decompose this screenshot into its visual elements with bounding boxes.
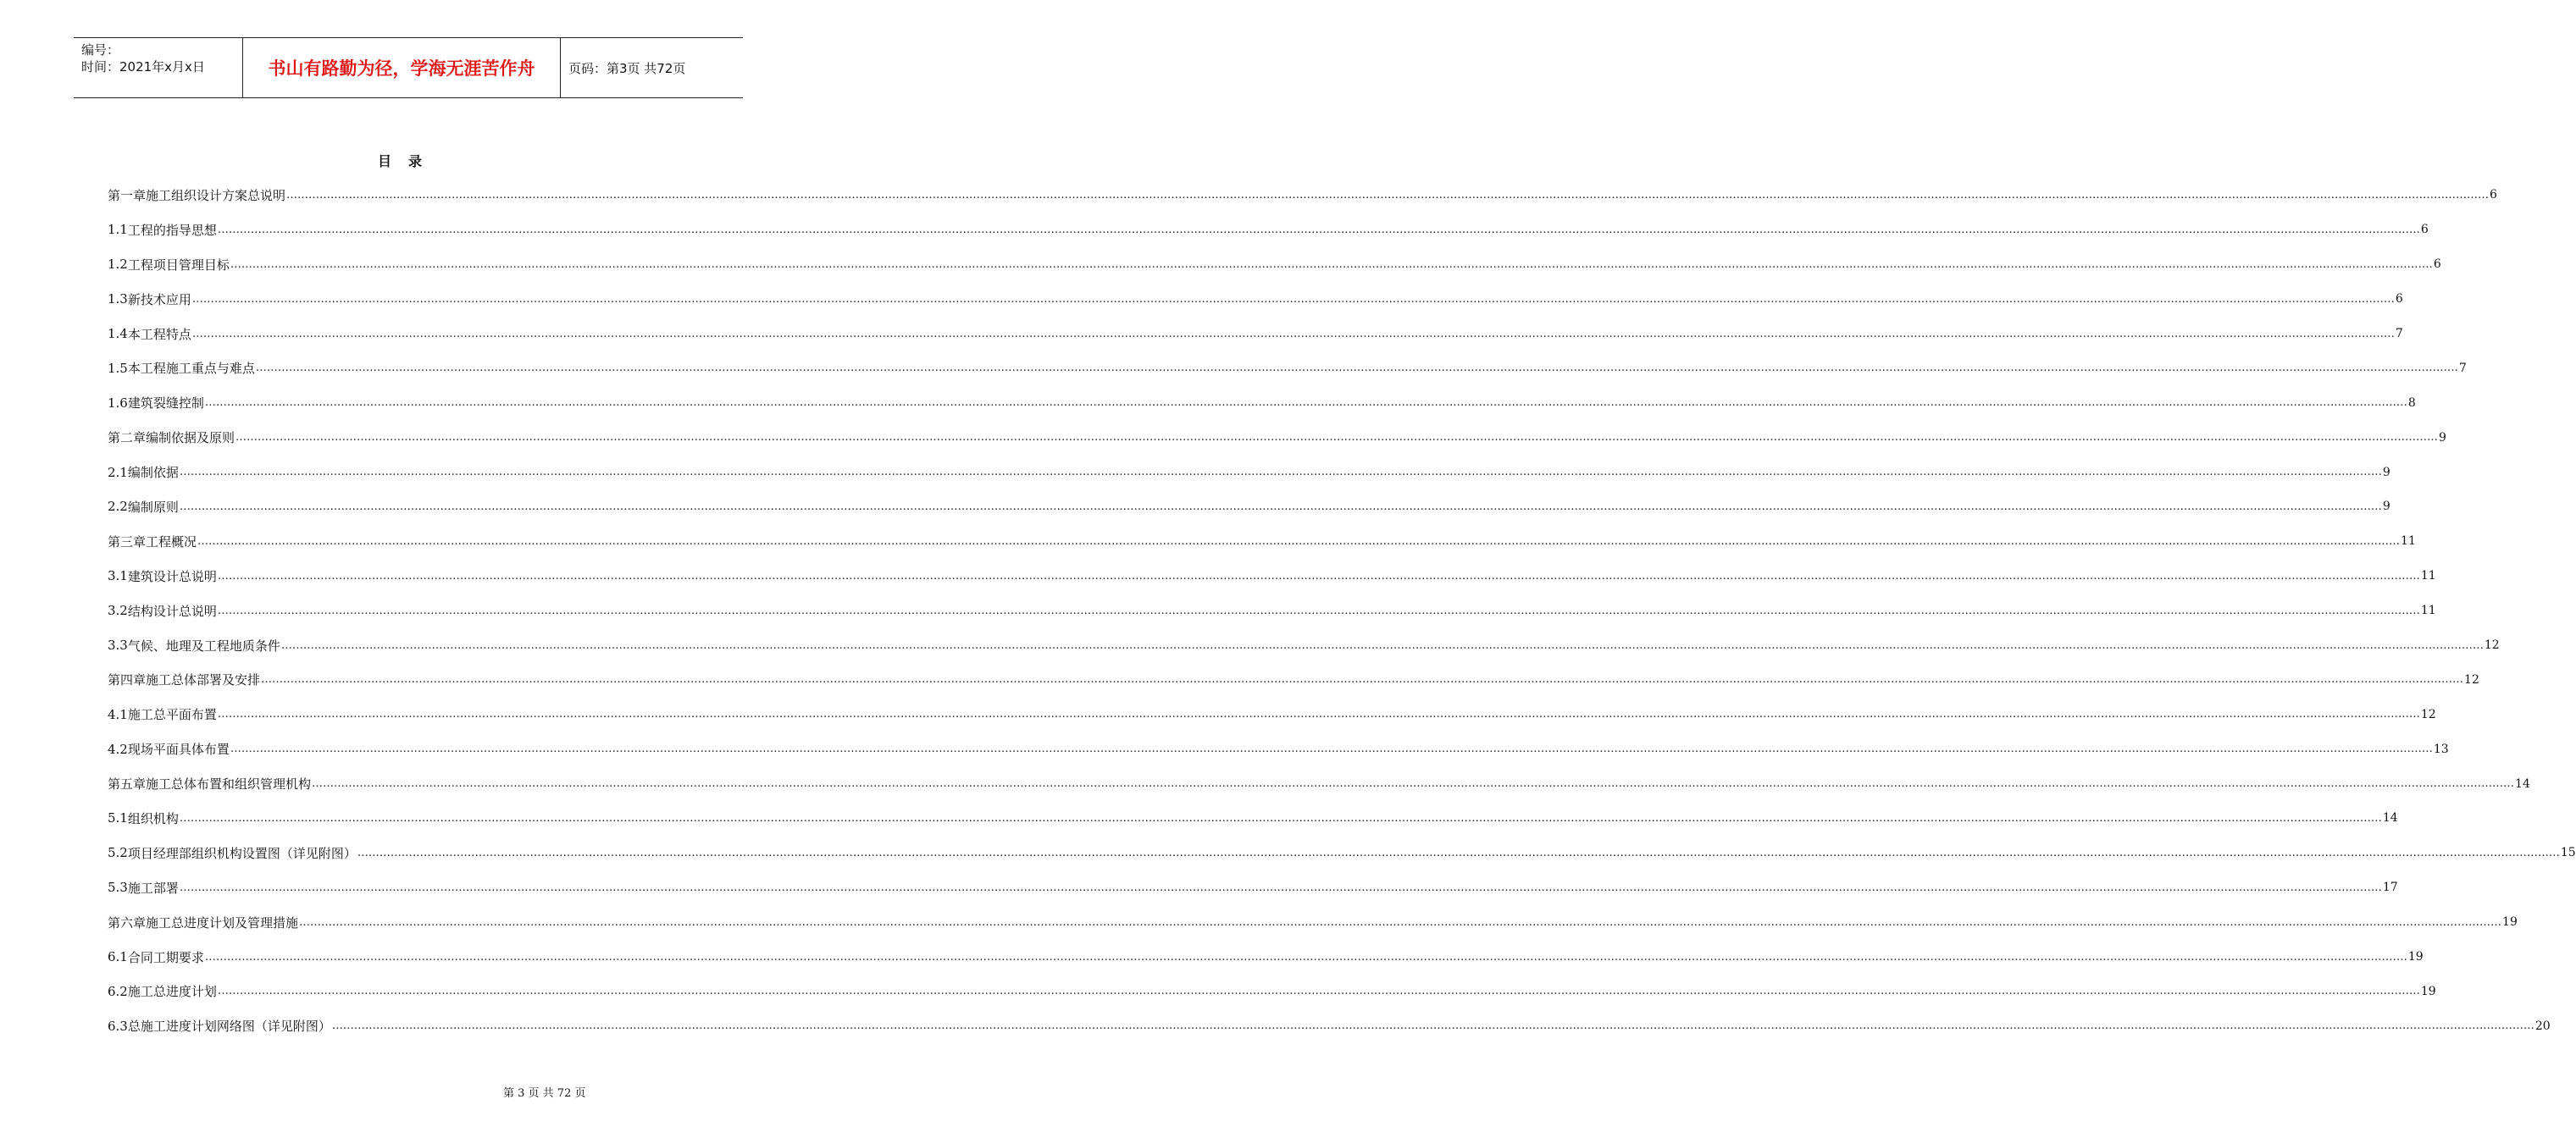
toc-entry[interactable] bbox=[108, 489, 2390, 524]
toc-entry-page: 19 bbox=[2407, 950, 2424, 964]
toc-leader-dots: …………………………………………………………………………………………………………………………………………………………………………………………………………………………………………………………………………………………………………………………………………………………………………………………………………………………………………………………………………………………………………………………………………………… bbox=[217, 223, 2420, 236]
toc-leader-dots: …………………………………………………………………………………………………………………………………………………………………………………………………………………………………………………………………………………………………………………………………………………………………………………………………………………………………………………………………………………………………………………………………………………… bbox=[179, 500, 2382, 513]
toc-entry-page: 20 bbox=[2534, 1019, 2551, 1033]
toc-entry[interactable] bbox=[108, 317, 2403, 351]
toc-entry-page: 14 bbox=[2515, 776, 2530, 791]
toc-entry-number: 第五章 bbox=[108, 776, 147, 793]
toc-entry-page: 15 bbox=[2560, 846, 2576, 860]
toc-leader-dots: …………………………………………………………………………………………………………………………………………………………………………………………………………………………………………………………………………………………………………………………………………………………………………………………………………………………………………………………………………………………………………………………………………………… bbox=[217, 569, 2420, 583]
toc-entry-number: 1.5 bbox=[108, 360, 128, 376]
toc-leader-dots: …………………………………………………………………………………………………………………………………………………………………………………………………………………………………………………………………………………………………………………………………………………………………………………………………………………………………………………………………………………………………………………………………………………… bbox=[299, 915, 2502, 929]
toc-entry-label: 施工总进度计划 bbox=[127, 984, 217, 1000]
toc-entry-label: 编制原则 bbox=[127, 499, 179, 515]
toc-entry-label: 本工程特点 bbox=[127, 326, 191, 342]
toc-entry-label: 组织机构 bbox=[127, 810, 179, 826]
toc-entry-number: 1.3 bbox=[108, 291, 128, 307]
toc-entry-number: 4.2 bbox=[108, 741, 128, 757]
toc-entry-number: 2.1 bbox=[108, 464, 128, 480]
toc-entry-number: 5.2 bbox=[108, 845, 128, 861]
toc-entry[interactable] bbox=[108, 628, 2500, 663]
toc-entry-label: 施工总平面布置 bbox=[127, 707, 217, 723]
table-of-contents bbox=[108, 178, 2576, 1043]
toc-entry[interactable] bbox=[108, 282, 2403, 317]
toc-leader-dots: …………………………………………………………………………………………………………………………………………………………………………………………………………………………………………………………………………………………………………………………………………………………………………………………………………………………………………………………………………………………………………………………………………………… bbox=[255, 362, 2458, 375]
toc-entry[interactable] bbox=[108, 836, 2576, 870]
toc-leader-dots: …………………………………………………………………………………………………………………………………………………………………………………………………………………………………………………………………………………………………………………………………………………………………………………………………………………………………………………………………………………………………………………………………………………… bbox=[179, 466, 2382, 479]
toc-entry-number: 6.2 bbox=[108, 983, 128, 999]
toc-entry-label: 编制依据 bbox=[127, 465, 179, 481]
toc-entry-page: 8 bbox=[2407, 395, 2416, 410]
toc-entry-label: 编制依据及原则 bbox=[146, 430, 235, 446]
toc-entry[interactable] bbox=[108, 559, 2436, 594]
toc-entry-number: 1.4 bbox=[108, 326, 128, 341]
toc-entry-page: 9 bbox=[2382, 465, 2390, 479]
toc-leader-dots: …………………………………………………………………………………………………………………………………………………………………………………………………………………………………………………………………………………………………………………………………………………………………………………………………………………………………………………………………………………………………………………………………………………… bbox=[331, 1019, 2534, 1033]
toc-entry-number: 第三章 bbox=[108, 533, 147, 550]
toc-entry[interactable] bbox=[108, 213, 2429, 247]
toc-leader-dots: …………………………………………………………………………………………………………………………………………………………………………………………………………………………………………………………………………………………………………………………………………………………………………………………………………………………………………………………………………………………………………………………………………………… bbox=[261, 673, 2464, 687]
header-meta bbox=[74, 38, 243, 97]
toc-leader-dots: …………………………………………………………………………………………………………………………………………………………………………………………………………………………………………………………………………………………………………………………………………………………………………………………………………………………………………………………………………………………………………………………………………………… bbox=[217, 985, 2420, 998]
toc-leader-dots: …………………………………………………………………………………………………………………………………………………………………………………………………………………………………………………………………………………………………………………………………………………………………………………………………………………………………………………………………………………………………………………………………………………… bbox=[179, 811, 2382, 825]
toc-entry-page: 14 bbox=[2382, 811, 2398, 826]
toc-entry-page: 19 bbox=[2420, 984, 2436, 998]
toc-entry-label: 建筑裂缝控制 bbox=[127, 395, 204, 412]
toc-entry[interactable] bbox=[108, 420, 2446, 455]
time-label: 时间：2021年x月x日 bbox=[81, 59, 205, 75]
header-page-info: 页码：第3页 共72页 bbox=[568, 60, 686, 76]
toc-entry-label: 项目经理部组织机构设置图（详见附图） bbox=[127, 845, 357, 861]
toc-entry[interactable] bbox=[108, 905, 2518, 940]
toc-entry-label: 本工程施工重点与难点 bbox=[127, 361, 255, 377]
toc-entry[interactable] bbox=[108, 351, 2467, 385]
toc-entry-page: 6 bbox=[2395, 292, 2403, 307]
toc-entry-page: 9 bbox=[2382, 500, 2390, 514]
toc-title: 目录 bbox=[377, 153, 439, 169]
toc-leader-dots: …………………………………………………………………………………………………………………………………………………………………………………………………………………………………………………………………………………………………………………………………………………………………………………………………………………………………………………………………………………………………………………………………………………… bbox=[217, 604, 2420, 617]
toc-entry-page: 6 bbox=[2420, 223, 2429, 237]
toc-entry[interactable] bbox=[108, 870, 2398, 905]
toc-leader-dots: …………………………………………………………………………………………………………………………………………………………………………………………………………………………………………………………………………………………………………………………………………………………………………………………………………………………………………………………………………………………………………………………………………………… bbox=[235, 431, 2439, 445]
toc-entry[interactable] bbox=[108, 594, 2436, 628]
toc-entry[interactable] bbox=[108, 247, 2441, 282]
toc-entry-number: 3.3 bbox=[108, 638, 128, 654]
toc-entry[interactable] bbox=[108, 766, 2530, 801]
toc-entry-page: 19 bbox=[2502, 915, 2518, 930]
code-label: 编号： bbox=[81, 42, 120, 58]
toc-entry-number: 1.6 bbox=[108, 395, 128, 411]
toc-entry-page: 12 bbox=[2420, 707, 2436, 721]
toc-leader-dots: …………………………………………………………………………………………………………………………………………………………………………………………………………………………………………………………………………………………………………………………………………………………………………………………………………………………………………………………………………………………………………………………………………………… bbox=[191, 292, 2395, 306]
toc-entry-number: 5.1 bbox=[108, 810, 128, 826]
header-slogan: 书山有路勤为径，学海无涯苦作舟 bbox=[243, 38, 561, 97]
toc-leader-dots: …………………………………………………………………………………………………………………………………………………………………………………………………………………………………………………………………………………………………………………………………………………………………………………………………………………………………………………………………………………………………………………………………………………… bbox=[230, 257, 2433, 271]
toc-entry-page: 17 bbox=[2382, 881, 2398, 895]
toc-leader-dots: …………………………………………………………………………………………………………………………………………………………………………………………………………………………………………………………………………………………………………………………………………………………………………………………………………………………………………………………………………………………………………………………………………………… bbox=[280, 638, 2484, 652]
toc-entry-number: 第六章 bbox=[108, 914, 147, 931]
toc-entry-label: 总施工进度计划网络图（详见附图） bbox=[127, 1019, 331, 1035]
toc-leader-dots: …………………………………………………………………………………………………………………………………………………………………………………………………………………………………………………………………………………………………………………………………………………………………………………………………………………………………………………………………………………………………………………………………………………… bbox=[197, 534, 2401, 548]
toc-entry-label: 施工总进度计划及管理措施 bbox=[146, 914, 299, 931]
toc-entry[interactable] bbox=[108, 697, 2436, 732]
toc-entry-page: 11 bbox=[2401, 534, 2416, 549]
toc-entry-number: 3.2 bbox=[108, 603, 128, 619]
toc-leader-dots: …………………………………………………………………………………………………………………………………………………………………………………………………………………………………………………………………………………………………………………………………………………………………………………………………………………………………………………………………………………………………………………………………………………… bbox=[191, 327, 2395, 340]
toc-leader-dots: …………………………………………………………………………………………………………………………………………………………………………………………………………………………………………………………………………………………………………………………………………………………………………………………………………………………………………………………………………………………………………………………………………………… bbox=[312, 777, 2515, 791]
toc-entry[interactable] bbox=[108, 385, 2416, 420]
toc-entry-number: 5.3 bbox=[108, 880, 128, 896]
toc-entry[interactable] bbox=[108, 524, 2416, 559]
toc-entry-number: 3.1 bbox=[108, 568, 128, 584]
toc-entry-page: 12 bbox=[2464, 672, 2479, 687]
toc-entry[interactable] bbox=[108, 178, 2497, 213]
toc-entry-label: 施工组织设计方案总说明 bbox=[146, 187, 286, 203]
page-header bbox=[74, 37, 743, 98]
toc-entry-number: 第一章 bbox=[108, 187, 147, 203]
toc-entry-number: 第四章 bbox=[108, 672, 147, 688]
toc-leader-dots: …………………………………………………………………………………………………………………………………………………………………………………………………………………………………………………………………………………………………………………………………………………………………………………………………………………………………………………………………………………………………………………………………………………… bbox=[204, 950, 2407, 964]
toc-leader-dots: …………………………………………………………………………………………………………………………………………………………………………………………………………………………………………………………………………………………………………………………………………………………………………………………………………………………………………………………………………………………………………………………………………………… bbox=[230, 743, 2433, 756]
toc-entry-page: 6 bbox=[2490, 188, 2497, 202]
toc-entry-page: 9 bbox=[2439, 430, 2446, 445]
toc-entry-number: 2.2 bbox=[108, 499, 128, 515]
toc-leader-dots: …………………………………………………………………………………………………………………………………………………………………………………………………………………………………………………………………………………………………………………………………………………………………………………………………………………………………………………………………………………………………………………………………………………… bbox=[286, 188, 2490, 202]
toc-entry[interactable] bbox=[108, 1008, 2551, 1043]
toc-entry-number: 第二章 bbox=[108, 430, 147, 446]
toc-entry[interactable] bbox=[108, 455, 2390, 489]
toc-entry-label: 工程项目管理目标 bbox=[127, 257, 230, 273]
toc-entry-number: 1.2 bbox=[108, 257, 128, 273]
toc-entry-page: 7 bbox=[2395, 327, 2403, 340]
toc-entry-number: 4.1 bbox=[108, 706, 128, 722]
toc-entry-label: 气候、地理及工程地质条件 bbox=[127, 638, 280, 654]
toc-entry-label: 合同工期要求 bbox=[127, 949, 204, 965]
toc-entry-label: 结构设计总说明 bbox=[127, 603, 217, 619]
toc-entry-label: 工程的指导思想 bbox=[127, 222, 217, 238]
toc-entry[interactable] bbox=[108, 801, 2398, 836]
toc-leader-dots: …………………………………………………………………………………………………………………………………………………………………………………………………………………………………………………………………………………………………………………………………………………………………………………………………………………………………………………………………………………………………………………………………………………… bbox=[357, 846, 2560, 859]
toc-entry[interactable] bbox=[108, 974, 2436, 1008]
toc-entry-number: 6.1 bbox=[108, 949, 128, 965]
toc-entry-page: 6 bbox=[2433, 257, 2441, 272]
toc-entry-label: 施工部署 bbox=[127, 880, 179, 896]
toc-leader-dots: …………………………………………………………………………………………………………………………………………………………………………………………………………………………………………………………………………………………………………………………………………………………………………………………………………………………………………………………………………………………………………………………………………………… bbox=[179, 881, 2382, 894]
toc-entry-page: 11 bbox=[2420, 604, 2436, 618]
toc-entry-number: 6.3 bbox=[108, 1018, 128, 1034]
toc-entry-label: 现场平面具体布置 bbox=[127, 742, 230, 758]
toc-entry-label: 建筑设计总说明 bbox=[127, 568, 217, 584]
toc-entry-label: 工程概况 bbox=[146, 533, 197, 550]
toc-entry[interactable] bbox=[108, 732, 2449, 766]
toc-entry[interactable] bbox=[108, 662, 2479, 697]
toc-leader-dots: …………………………………………………………………………………………………………………………………………………………………………………………………………………………………………………………………………………………………………………………………………………………………………………………………………………………………………………………………………………………………………………………………………………… bbox=[204, 396, 2407, 410]
toc-leader-dots: …………………………………………………………………………………………………………………………………………………………………………………………………………………………………………………………………………………………………………………………………………………………………………………………………………………………………………………………………………………………………………………………………………………… bbox=[217, 708, 2420, 721]
toc-entry-page: 7 bbox=[2458, 361, 2467, 375]
page-footer: 第 3 页 共 72 页 bbox=[503, 1087, 586, 1100]
toc-entry-number: 1.1 bbox=[108, 222, 128, 238]
toc-entry-label: 施工总体部署及安排 bbox=[146, 672, 261, 688]
toc-entry-label: 新技术应用 bbox=[127, 291, 191, 307]
toc-entry-label: 施工总体布置和组织管理机构 bbox=[146, 776, 312, 793]
toc-entry-page: 12 bbox=[2484, 638, 2500, 653]
toc-entry[interactable] bbox=[108, 940, 2424, 975]
toc-entry-page: 13 bbox=[2433, 742, 2449, 756]
toc-entry-page: 11 bbox=[2420, 569, 2436, 583]
